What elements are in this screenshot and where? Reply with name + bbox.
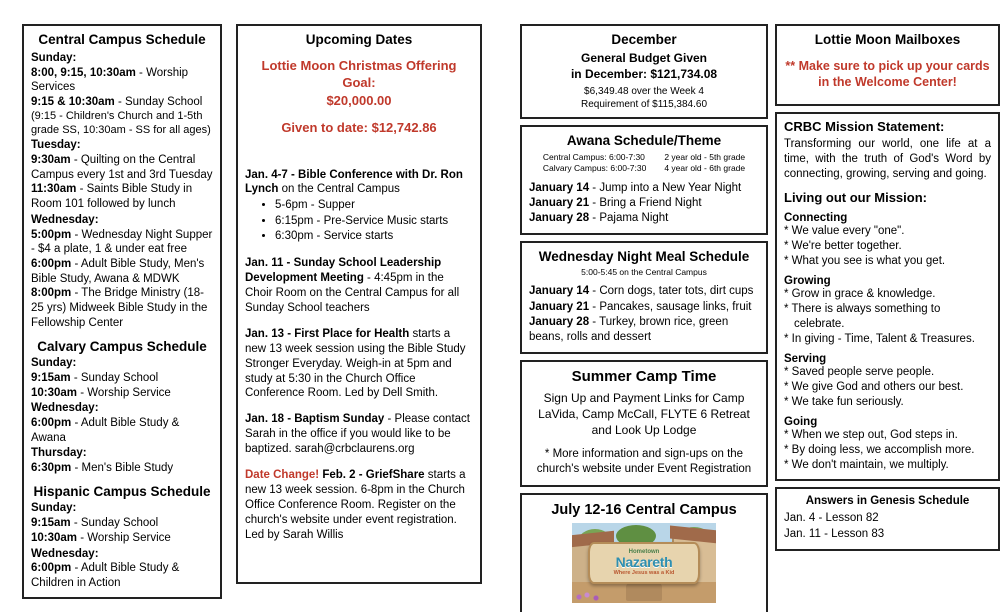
summer-camp-body: Sign Up and Payment Links for Camp LaVida, Camp McCall, FLYTE 6 Retreat and Look Up Lodge [538,391,750,437]
vbs-sign [588,542,700,584]
event-entry [245,412,473,457]
event-title: Feb. 2 - GriefShare [319,469,425,482]
mission-value: * Grow in grace & knowledge. [784,288,936,301]
schedule-group [31,356,213,400]
summer-camp-title: Summer Camp Time [571,367,717,385]
event-title: Jan. 4-7 - Bible Conference with Dr. Ron Lynch [245,168,463,196]
mission-section [784,353,991,409]
mission-section-head: Going [784,416,818,429]
awana-title: Awana Schedule/Theme [566,132,722,148]
schedule-group [31,547,213,591]
panel-meal-schedule [520,241,768,354]
event-detail: - Please contact Sarah in the office if you would like to be baptized. sarah@crbclaurens.org [245,413,470,456]
schedule-group [31,501,213,545]
schedule-day: Sunday: [31,51,77,64]
mission-value: * We're better together. [784,239,902,252]
meal-item: January 28 - Turkey, brown rice, green beans, rolls and dessert [529,316,729,344]
mission-value: * There is always something to celebrate. [784,303,941,330]
mission-section [784,212,991,268]
spacer [245,139,473,157]
event-detail: - 4:45pm in the Choir Room on the Central Campus for all Sunday School teachers [245,271,460,314]
mission-value: * We value every "one". [784,225,905,238]
mission-section-head: Serving [784,353,827,366]
awana-item: January 21 - Bring a Friend Night [529,196,702,209]
schedule-day: Wednesday: [31,547,99,560]
panel-lottie-moon-mailboxes [775,24,1000,106]
schedule-line: 9:15am - Sunday School [31,371,159,384]
panel-december-budget [520,24,768,119]
awana-campus-time: Calvary Campus: 6:00-7:30 [542,163,647,174]
event-bullet: • 5-6pm - Supper [275,198,473,214]
event-entry-date-change [245,468,473,543]
schedule-line: 6:00pm - Adult Bible Study & Children in Action [31,562,180,590]
mailboxes-title: Lottie Moon Mailboxes [814,32,961,47]
event-title: Jan. 11 - Sunday School Leadership Development Meeting [245,256,442,284]
central-campus-groups [31,51,213,331]
vbs-title: July 12-16 Central Campus [551,501,737,518]
event-entry [245,168,473,245]
mission-section [784,275,991,346]
vbs-sign-line-3: Where Jesus was a Kid [613,570,675,577]
schedule-day: Wednesday: [31,402,99,415]
mission-value: * When we step out, God steps in. [784,429,958,442]
mission-value: * We give God and others our best. [784,380,964,393]
schedule-group [31,401,213,445]
event-detail: starts a new 13 week session. 6-8pm in the Church Office Conference Room. Register on the church's website under event registration. Led by Sarah Willis [245,469,466,541]
vbs-sign-line-1: Hometown [628,549,660,556]
schedule-day: Tuesday: [31,139,81,152]
budget-note-2: Requirement of $115,384.60 [580,98,707,110]
schedule-line: 6:30pm - Men's Bible Study [31,462,174,475]
schedule-group [31,51,213,137]
december-title: December [611,32,677,47]
schedule-line: 9:15 & 10:30am - Sunday School [31,96,203,109]
vbs-artwork-wrapper [529,523,759,603]
panel-vbs [520,493,768,612]
schedule-line: 5:00pm - Wednesday Night Supper - $4 a plate, 1 & under eat free [31,228,213,256]
vbs-artwork-image [572,523,716,603]
budget-subtitle-1: General Budget Given [580,50,708,65]
event-title: Jan. 13 - First Place for Health [245,327,410,340]
mission-value: * We don't maintain, we multiply. [784,458,949,471]
mission-value: * In giving - Time, Talent & Treasures. [784,332,975,345]
event-entry [245,256,473,316]
schedule-line: 10:30am - Worship Service [31,531,171,544]
mission-section-head: Connecting [784,212,848,225]
budget-amount: in December: $121,734.08 [570,66,718,81]
column-upcoming-dates [236,24,482,590]
meal-item: January 21 - Pancakes, sausage links, fruit [529,300,752,313]
schedule-line: 9:30am - Quilting on the Central Campus every 1st and 3rd Tuesday [31,153,213,181]
panel-mission-statement [775,112,1000,480]
awana-campus-time: Central Campus: 6:00-7:30 [542,151,645,162]
mission-value: * What you see is what you get. [784,254,946,267]
awana-age-ranges [664,152,745,175]
goal-amount: $20,000.00 [326,92,392,108]
panel-answers-in-genesis [775,487,1000,551]
schedule-group [31,213,213,331]
mission-section [784,416,991,472]
meal-item: January 14 - Corn dogs, tater tots, dirt cups [529,285,754,298]
calvary-campus-groups [31,356,213,476]
awana-item: January 28 - Pajama Night [529,212,669,225]
panel-upcoming-dates [236,24,482,584]
aig-title: Answers in Genesis Schedule [805,494,970,507]
panel-awana-schedule [520,125,768,235]
central-campus-title: Central Campus Schedule [38,32,206,47]
goal-line-1: Lottie Moon Christmas Offering [261,57,457,73]
schedule-day: Sunday: [31,502,77,515]
schedule-day: Thursday: [31,447,87,460]
date-change-flag: Date Change! [245,469,320,482]
mission-section-head: Growing [784,275,831,288]
aig-lesson: Jan. 4 - Lesson 82 [784,511,879,524]
schedule-line: 6:00pm - Adult Bible Study & Awana [31,417,180,444]
living-out-mission-title: Living out our Mission: [784,190,927,206]
schedule-line: 6:00pm - Adult Bible Study, Men's Bible Study, Awana & MDWK [31,258,205,285]
meal-schedule-subtitle: 5:00-5:45 on the Central Campus [581,267,707,278]
column-schedules [22,24,222,605]
awana-campus-times [543,152,646,175]
schedule-note: (9:15 - Children's Church and 1-5th grade SS, 10:30am - SS for all ages) [31,109,211,136]
meal-schedule-title: Wednesday Night Meal Schedule [538,248,750,264]
mission-value: * Saved people serve people. [784,366,935,379]
schedule-line: 8:00, 9:15, 10:30am - Worship Services [31,66,189,94]
summer-camp-note: * More information and sign-ups on the church's website under Event Registration [536,447,752,475]
event-bullets [245,198,473,245]
schedule-line: 10:30am - Worship Service [31,386,171,399]
given-to-date: Given to date: $12,742.86 [281,119,437,135]
column-mission [775,24,1000,551]
hispanic-campus-groups [31,501,213,590]
schedule-group [31,138,213,212]
calvary-campus-title: Calvary Campus Schedule [37,338,207,354]
goal-line-2: Goal: [342,75,376,91]
well-icon [626,583,662,601]
awana-item: January 14 - Jump into a New Year Night [529,181,742,194]
awana-age-range: 4 year old - 6th grade [664,163,746,174]
schedule-line: 8:00pm - The Bridge Ministry (18-25 yrs) Midweek Bible Study in the Fellowship Center [31,287,208,329]
schedule-line: 11:30am - Saints Bible Study in Room 101 followed by lunch [31,183,193,211]
flowers-icon [576,591,604,601]
aig-lesson: Jan. 11 - Lesson 83 [784,528,885,541]
column-finance-events [520,24,768,612]
event-bullet: • 6:30pm - Service starts [275,229,473,245]
event-title: Jan. 18 - Baptism Sunday [245,413,385,426]
vbs-sign-line-2: Nazareth [615,554,673,571]
panel-campus-schedules [22,24,222,599]
schedule-group [31,446,213,475]
awana-age-range: 2 year old - 5th grade [664,151,746,162]
event-bullet: • 6:15pm - Pre-Service Music starts [275,214,473,230]
event-detail: starts a new 13 week session using the Bible Study Stronger Everyday. Weigh-in at 5pm and study at 5:30 in the Church Office Conference Room. Led by Dell Smith. [245,327,466,400]
hispanic-campus-title: Hispanic Campus Schedule [33,483,211,499]
awana-details [529,152,759,175]
event-entry [245,327,473,402]
schedule-day: Sunday: [31,357,77,370]
lottie-moon-goal [245,57,473,110]
mission-value: * By doing less, we accomplish more. [784,444,975,457]
upcoming-dates-title: Upcoming Dates [305,32,413,47]
event-detail: on the Central Campus [278,183,400,196]
mission-statement-title: CRBC Mission Statement: [784,119,945,135]
schedule-line: 9:15am - Sunday School [31,517,159,530]
schedule-day: Wednesday: [31,213,99,226]
budget-note-1: $6,349.48 over the Week 4 [584,85,704,97]
mailboxes-alert: ** Make sure to pick up your cards in the Welcome Center! [785,58,990,90]
mission-statement-body: Transforming our world, one life at a time, with the truth of God's Word by connecting, growing, serving and going. [784,138,991,181]
panel-summer-camp [520,360,768,487]
mission-value: * We take fun seriously. [784,395,904,408]
